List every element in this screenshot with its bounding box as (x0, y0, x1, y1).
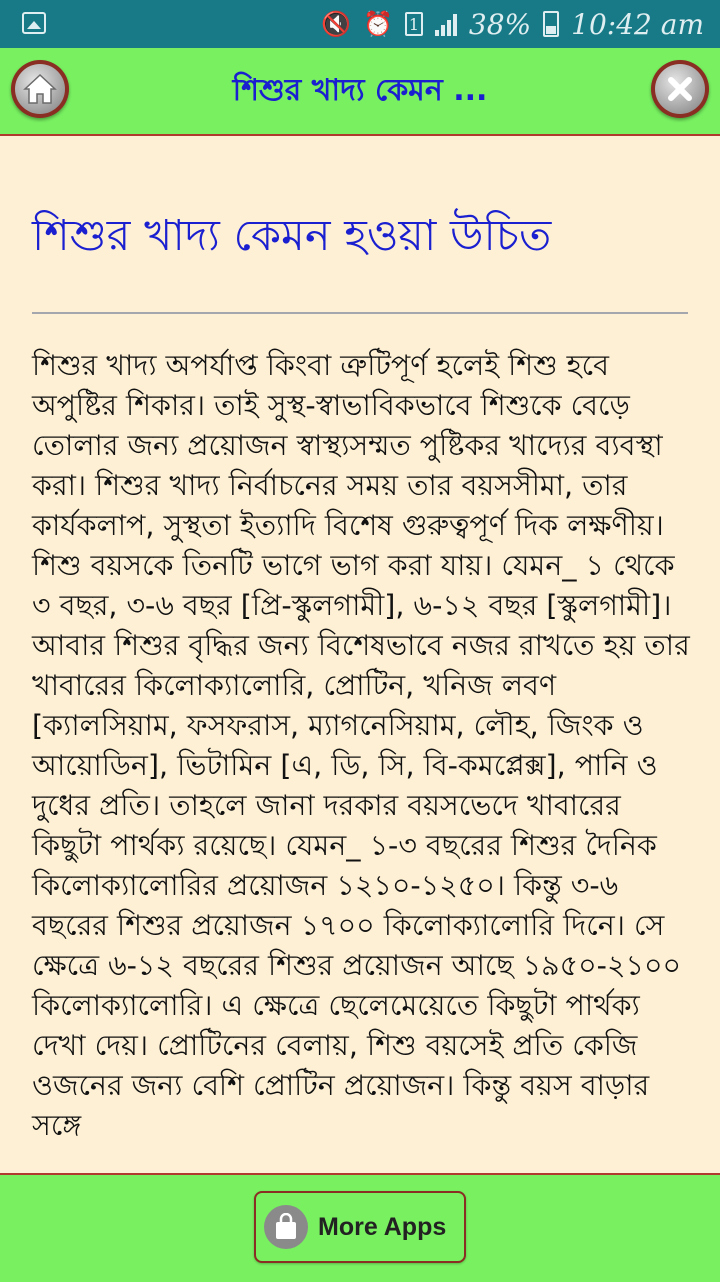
more-apps-label: More Apps (318, 1212, 447, 1241)
clock: 10:42 am (571, 7, 704, 41)
sim-icon: 1 (405, 12, 423, 36)
article-title: শিশুর খাদ্য কেমন হওয়া উচিত (32, 211, 552, 261)
mute-icon: 🔇 (321, 10, 352, 38)
gallery-icon (22, 12, 46, 34)
bottom-bar (0, 1173, 720, 1282)
battery-percent: 38% (468, 7, 532, 41)
app-bar (0, 48, 720, 136)
battery-charging-icon (543, 11, 559, 37)
close-button[interactable] (651, 60, 709, 118)
signal-icon (435, 12, 457, 36)
article-content[interactable] (0, 136, 720, 1173)
shopping-bag-icon (264, 1205, 308, 1249)
status-bar (0, 0, 720, 48)
status-icons (321, 6, 704, 42)
article-body: শিশুর খাদ্য অপর্যাপ্ত কিংবা ত্রুটিপূর্ণ হলেই শিশু হবে অপুষ্টির শিকার। তাই সুস্থ-স্বাভাবিকভাবে শিশুকে বেড়ে তোলার জন্য প্রয়োজন স্বাস্থ্যসম্মত পুষ্টিকর খাদ্যের ব্যবস্থা করা। শিশুর খাদ্য নির্বাচনের সময় তার বয়সসীমা, তার কার্যকলাপ, সুস্থতা ইত্যাদি বিশেষ গুরুত্বপূর্ণ দিক লক্ষণীয়। শিশু বয়সকে তিনটি ভাগে ভাগ করা যায়। যেমন_ ১ থেকে ৩ বছর, ৩-৬ বছর [প্রি-স্কুলগামী], ৬-১২ বছর [স্কুলগামী]। আবার শিশুর বৃদ্ধির জন্য বিশেষভাবে নজর রাখতে হয় তার খাবারের কিলোক্যালোরি, প্রোটিন, খনিজ লবণ [ক্যালসিয়াম, ফসফরাস, ম্যাগনেসিয়াম, লৌহ, জিংক ও আয়োডিন], ভিটামিন [এ, ডি, সি, বি-কমপ্লেক্স], পানি ও দুধের প্রতি। তাহলে জানা দরকার বয়সভেদে খাবারের কিছুটা পার্থক্য রয়েছে। যেমন_ ১-৩ বছরের শিশুর দৈনিক কিলোক্যালোরির প্রয়োজন ১২১০-১২৫০। কিন্তু ৩-৬ বছরের শিশুর প্রয়োজন ১৭০০ কিলোক্যালোরি দিনে। সে ক্ষেত্রে ৬-১২ বছরের শিশুর প্রয়োজন আছে ১৯৫০-২১০০ কিলোক্যালোরি। এ ক্ষেত্রে ছেলেমেয়েতে কিছুটা পার্থক্য দেখা দেয়। প্রোটিনের বেলায়, শিশু বয়সেই প্রতি কেজি ওজনের জন্য বেশি প্রোটিন প্রয়োজন। কিন্তু বয়স বাড়ার সঙ্গে (32, 349, 690, 1142)
alarm-icon: ⏰ (363, 10, 393, 38)
divider (32, 312, 688, 314)
app-title: শিশুর খাদ্য কেমন ... (232, 72, 488, 108)
close-icon (664, 73, 696, 105)
home-button[interactable] (11, 60, 69, 118)
more-apps-button[interactable] (254, 1191, 466, 1263)
home-icon (23, 73, 57, 105)
